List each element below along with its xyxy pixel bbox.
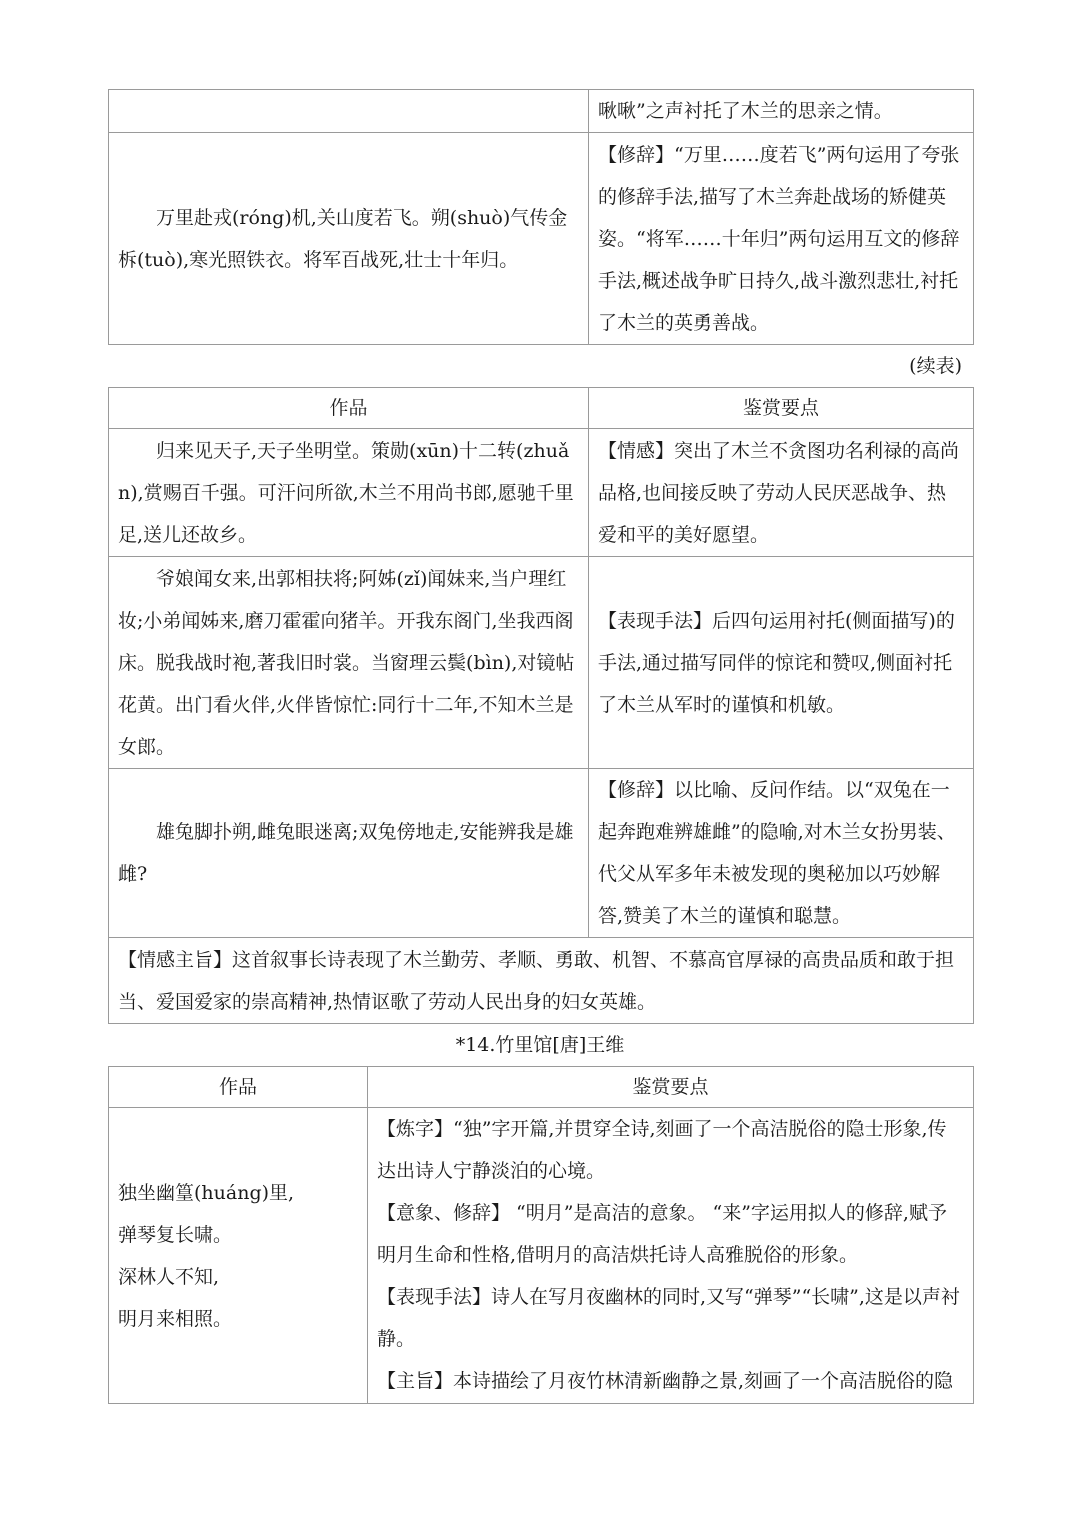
appreciation-cell: 【情感】突出了木兰不贪图功名利禄的高尚品格,也间接反映了劳动人民厌恶战争、热爱和平的美好愿望。 (589, 429, 974, 557)
table-row (109, 90, 974, 133)
poem-cell (109, 1108, 368, 1404)
work-cell: 雄兔脚扑朔,雌兔眼迷离;双兔傍地走,安能辨我是雄雌? (109, 769, 589, 938)
table-row (109, 938, 974, 1024)
column-header-work: 作品 (109, 1067, 368, 1108)
table-mulan-part1 (108, 89, 974, 345)
poem-line: 深林人不知, (118, 1265, 220, 1288)
work-cell: 爷娘闻女来,出郭相扶将;阿姊(zǐ)闻妹来,当户理红妆;小弟闻姊来,磨刀霍霍向猪羊。开我东阁门,坐我西阁床。脱我战时袍,著我旧时裳。当窗理云鬓(bìn),对镜帖花黄。出门看火伴,火伴皆惊忙:同行十二年,不知木兰是女郎。 (109, 557, 589, 769)
appreciation-paragraph: 【主旨】本诗描绘了月夜竹林清新幽静之景,刻画了一个高洁脱俗的隐 (377, 1370, 954, 1392)
continued-label: (续表) (909, 355, 962, 377)
appreciation-cell: 啾啾”之声衬托了木兰的思亲之情。 (589, 90, 974, 133)
column-header-work: 作品 (109, 388, 589, 429)
appreciation-cell (368, 1108, 974, 1404)
poem-line: 弹琴复长啸。 (118, 1223, 233, 1246)
work-cell: 归来见天子,天子坐明堂。策勋(xūn)十二转(zhuǎn),赏赐百千强。可汗问所欲,木兰不用尚书郎,愿驰千里足,送儿还故乡。 (109, 429, 589, 557)
table-row (109, 1108, 974, 1404)
section-title: *14.竹里馆[唐]王维 (455, 1034, 625, 1056)
table-header-row (109, 388, 974, 429)
appreciation-cell: 【修辞】“万里……度若飞”两句运用了夸张的修辞手法,描写了木兰奔赴战场的矫健英姿。“将军……十年归”两句运用互文的修辞手法,概述战争旷日持久,战斗激烈悲壮,衬托了木兰的英勇善战。 (589, 133, 974, 345)
poem-line: 独坐幽篁(huáng)里, (118, 1181, 295, 1204)
table-mulan-part2 (108, 387, 974, 1024)
appreciation-cell: 【修辞】以比喻、反问作结。以“双兔在一起奔跑难辨雄雌”的隐喻,对木兰女扮男装、代父从军多年未被发现的奥秘加以巧妙解答,赞美了木兰的谨慎和聪慧。 (589, 769, 974, 938)
table-row (109, 133, 974, 345)
work-cell (109, 90, 589, 133)
table-row (109, 557, 974, 769)
summary-cell: 【情感主旨】这首叙事长诗表现了木兰勤劳、孝顺、勇敢、机智、不慕高官厚禄的高贵品质和敢于担当、爱国爱家的崇高精神,热情讴歌了劳动人民出身的妇女英雄。 (109, 938, 974, 1024)
column-header-appreciation: 鉴赏要点 (368, 1067, 974, 1108)
poem-line: 明月来相照。 (118, 1307, 233, 1330)
table-header-row (109, 1067, 974, 1108)
appreciation-cell: 【表现手法】后四句运用衬托(侧面描写)的手法,通过描写同伴的惊诧和赞叹,侧面衬托了木兰从军时的谨慎和机敏。 (589, 557, 974, 769)
appreciation-paragraph: 【表现手法】诗人在写月夜幽林的同时,又写“弹琴”“长啸”,这是以声衬静。 (377, 1286, 960, 1350)
table-row (109, 769, 974, 938)
work-cell: 万里赴戎(róng)机,关山度若飞。朔(shuò)气传金柝(tuò),寒光照铁衣。将军百战死,壮士十年归。 (109, 133, 589, 345)
column-header-appreciation: 鉴赏要点 (589, 388, 974, 429)
table-row (109, 429, 974, 557)
appreciation-paragraph: 【炼字】“独”字开篇,并贯穿全诗,刻画了一个高洁脱俗的隐士形象,传达出诗人宁静淡泊的心境。 (377, 1118, 947, 1182)
table-bamboo-lodge (108, 1066, 974, 1404)
appreciation-paragraph: 【意象、修辞】 “明月”是高洁的意象。 “来”字运用拟人的修辞,赋予明月生命和性格,借明月的高洁烘托诗人高雅脱俗的形象。 (377, 1202, 947, 1266)
